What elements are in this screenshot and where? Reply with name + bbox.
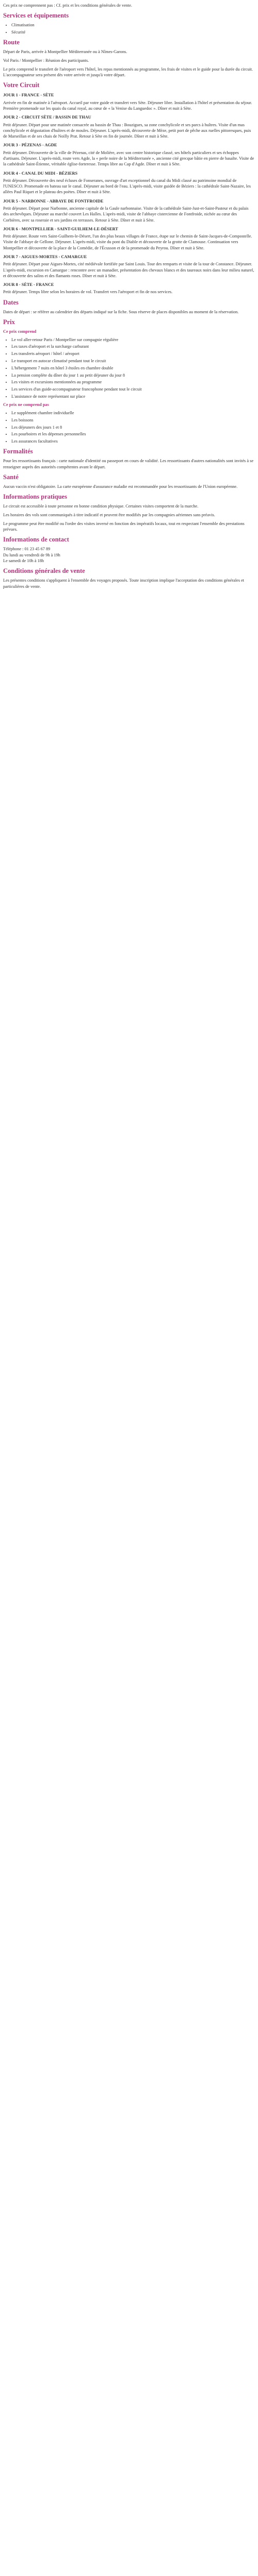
practical-paragraph: Le circuit est accessible à toute personne en bonne condition physique. Certaines visites comportent de la marche.	[3, 504, 199, 509]
price-includes-list	[3, 337, 255, 400]
day-title: JOUR 4 - CANAL DU MIDI - BÉZIERS	[3, 171, 78, 176]
formalities-title: Formalités	[3, 448, 33, 455]
dates-text: Dates de départ : se référer au calendrier des départs indiqué sur la fiche. Sous réserve de places disponibles au moment de la réservation.	[3, 309, 239, 314]
contact-title: Informations de contact	[3, 536, 69, 544]
price-includes-label: Ce prix comprend	[3, 329, 37, 334]
dates-title: Dates	[3, 298, 19, 306]
services-item: • Climatisation	[11, 22, 255, 28]
day-title: JOUR 7 - AIGUES-MORTES - CAMARGUE	[3, 254, 87, 259]
header-note: Ces prix ne comprennent pas : Cf. prix et les conditions générales de vente.	[3, 3, 132, 8]
itinerary-title: Votre Circuit	[3, 81, 40, 89]
price-excludes-label: Ce prix ne comprend pas	[3, 402, 49, 408]
day-text: Petit déjeuner. Départ pour une matinée consacrée au bassin de Thau : Bouzigues, sa zone conchylicole et ses parcs à huîtres. Visite d'un mas conchylicole et dégustation d'huîtres et de moules. Déjeuner. L'après-midi, découverte de Mèze, petit port de pêche aux ruelles pittoresques, puis de Marseillan et de ses chais de Noilly Prat. Retour à Sète en fin de journée. Dîner et nuit à Sète.	[3, 122, 251, 139]
price-includes-item: • Le transport en autocar climatisé pendant tout le circuit	[11, 358, 255, 364]
services-item: • Sécurité	[11, 29, 255, 35]
price-excludes-item: • Les boissons	[11, 417, 255, 423]
health-title: Santé	[3, 473, 19, 481]
contact-line: Le samedi de 10h à 18h	[3, 558, 44, 563]
terms-text: Les présentes conditions s'appliquent à l'ensemble des voyages proposés. Toute inscription implique l'acceptation des conditions générales et particulières de vente.	[3, 578, 245, 589]
day-text: Petit déjeuner. Route vers Saint-Guilhem-le-Désert, l'un des plus beaux villages de France, étape sur le chemin de Saint-Jacques-de-Compostelle. Visite de l'abbaye de Gellone. Déjeuner. L'après-midi, visite du pont du Diable et découverte de la grotte de Clamouse. Continuation vers Montpellier et découverte de la place de la Comédie, de l'Écusson et de la promenade du Peyrou. Dîner et nuit à Sète.	[3, 234, 252, 250]
price-includes-item: • L'hébergement 7 nuits en hôtel 3 étoiles en chambre double	[11, 365, 255, 371]
terms-title: Conditions générales de vente	[3, 567, 85, 575]
day-text: Petit déjeuner. Départ pour Narbonne, ancienne capitale de la Gaule narbonnaise. Visite de la cathédrale Saint-Just-et-Saint-Pasteur et du palais des archevêques. Déjeuner au marché couvert Les Halles. L'après-midi, visite de l'abbaye cistercienne de Fontfroide, nichée au cœur des Corbières, avec sa roseraie et ses jardins en terrasses. Retour à Sète. Dîner et nuit à Sète.	[3, 206, 249, 223]
day-title: JOUR 2 - CIRCUIT SÈTE / BASSIN DE THAU	[3, 115, 91, 120]
price-includes-item: • Le vol aller-retour Paris / Montpellier sur compagnie régulière	[11, 337, 255, 343]
day-text: Arrivée en fin de matinée à l'aéroport. Accueil par votre guide et transfert vers Sète. Déjeuner libre. Installation à l'hôtel et présentation du séjour. Première promenade sur les quais du canal royal, au cœur de « la Venise du Languedoc ». Dîner et nuit à Sète.	[3, 100, 252, 111]
practical-paragraph: Les horaires des vols sont communiqués à titre indicatif et peuvent être modifiés par les compagnies aériennes sans préavis.	[3, 513, 215, 518]
day-title: JOUR 3 - PÉZENAS - AGDE	[3, 143, 57, 148]
day-title: JOUR 6 - MONTPELLIER - SAINT-GUILHEM-LE-DÉSERT	[3, 226, 118, 231]
route-paragraph: Le prix comprend le transfert de l'aéroport vers l'hôtel, les repas mentionnés au programme, les frais de visites et le guide pour la durée du circuit. L'accompagnateur sera présent dès votre arrivée et jusqu'à votre départ.	[3, 66, 253, 78]
page	[0, 0, 258, 589]
practical-paragraph: Le programme peut être modifié ou l'ordre des visites inversé en fonction des impératifs locaux, tout en respectant l'ensemble des prestations prévues.	[3, 521, 245, 532]
price-excludes-item: • Les assurances facultatives	[11, 438, 255, 444]
day-title: JOUR 8 - SÈTE - FRANCE	[3, 282, 54, 287]
route-title: Route	[3, 39, 20, 46]
health-text: Aucun vaccin n'est obligatoire. La carte européenne d'assurance maladie est recommandée pour les ressortissants de l'Union européenne.	[3, 484, 238, 489]
price-includes-item: • Les services d'un guide-accompagnateur francophone pendant tout le circuit	[11, 386, 255, 392]
price-excludes-list	[3, 410, 255, 444]
price-excludes-item: • Les pourboires et les dépenses personnelles	[11, 431, 255, 437]
price-title: Prix	[3, 318, 15, 326]
price-includes-item: • Les visites et excursions mentionnées au programme	[11, 379, 255, 385]
contact-block	[3, 546, 255, 564]
services-list	[3, 22, 255, 35]
price-includes-item: • Les transferts aéroport / hôtel / aéroport	[11, 351, 255, 357]
formalities-text: Pour les ressortissants français : carte nationale d'identité ou passeport en cours de validité. Les ressortissants d'autres nationalités sont invités à se renseigner auprès des autorités compétentes avant le départ.	[3, 459, 254, 469]
contact-line: Du lundi au vendredi de 9h à 19h	[3, 552, 60, 557]
price-includes-item: • La pension complète du dîner du jour 1 au petit déjeuner du jour 8	[11, 372, 255, 378]
price-excludes-item: • Le supplément chambre individuelle	[11, 410, 255, 416]
day-text: Petit déjeuner. Temps libre selon les horaires de vol. Transfert vers l'aéroport et fin de nos services.	[3, 290, 173, 295]
price-includes-item: • L'assistance de notre représentant sur place	[11, 394, 255, 399]
day-text: Petit déjeuner. Découverte des neuf écluses de Fonseranes, ouvrage d'art exceptionnel du canal du Midi classé au patrimoine mondial de l'UNESCO. Promenade en bateau sur le canal. Déjeuner au bord de l'eau. L'après-midi, visite guidée de Béziers : la cathédrale Saint-Nazaire, les allées Paul Riquet et le plateau des poètes. Dîner et nuit à Sète.	[3, 178, 251, 195]
price-includes-item: • Les taxes d'aéroport et la surcharge carburant	[11, 344, 255, 349]
practical-title: Informations pratiques	[3, 493, 67, 501]
route-paragraph: Départ de Paris, arrivée à Montpellier Méditerranée ou à Nîmes-Garons.	[3, 49, 127, 55]
day-title: JOUR 5 - NARBONNE - ABBAYE DE FONTFROIDE	[3, 198, 104, 204]
contact-line: Téléphone : 01 23 45 67 89	[3, 547, 51, 552]
day-text: Petit déjeuner. Départ pour Aigues-Mortes, cité médiévale fortifiée par Saint Louis. Tour des remparts et visite de la tour de Constance. Déjeuner. L'après-midi, excursion en Camargue : rencontre avec un manadier, présentation des chevaux blancs et des taureaux noirs dans leur milieu naturel, et découverte des salins et des flamants roses. Dîner et nuit à Sète.	[3, 262, 254, 278]
day-text: Petit déjeuner. Découverte de la ville de Pézenas, cité de Molière, avec son centre historique classé, ses hôtels particuliers et ses échoppes d'artisans. Déjeuner. L'après-midi, route vers Agde, la « perle noire de la Méditerranée », ancienne cité grecque bâtie en pierre de basalte. Visite de la cathédrale Saint-Étienne, véritable église-forteresse. Temps libre au Cap d'Agde. Dîner et nuit à Sète.	[3, 150, 254, 167]
price-excludes-item: • Les déjeuners des jours 1 et 8	[11, 425, 255, 430]
day-title: JOUR 1 - FRANCE - SÈTE	[3, 93, 54, 98]
route-paragraph: Vol Paris / Montpellier : Réunion des participants.	[3, 58, 89, 63]
services-title: Services et équipements	[3, 12, 69, 20]
